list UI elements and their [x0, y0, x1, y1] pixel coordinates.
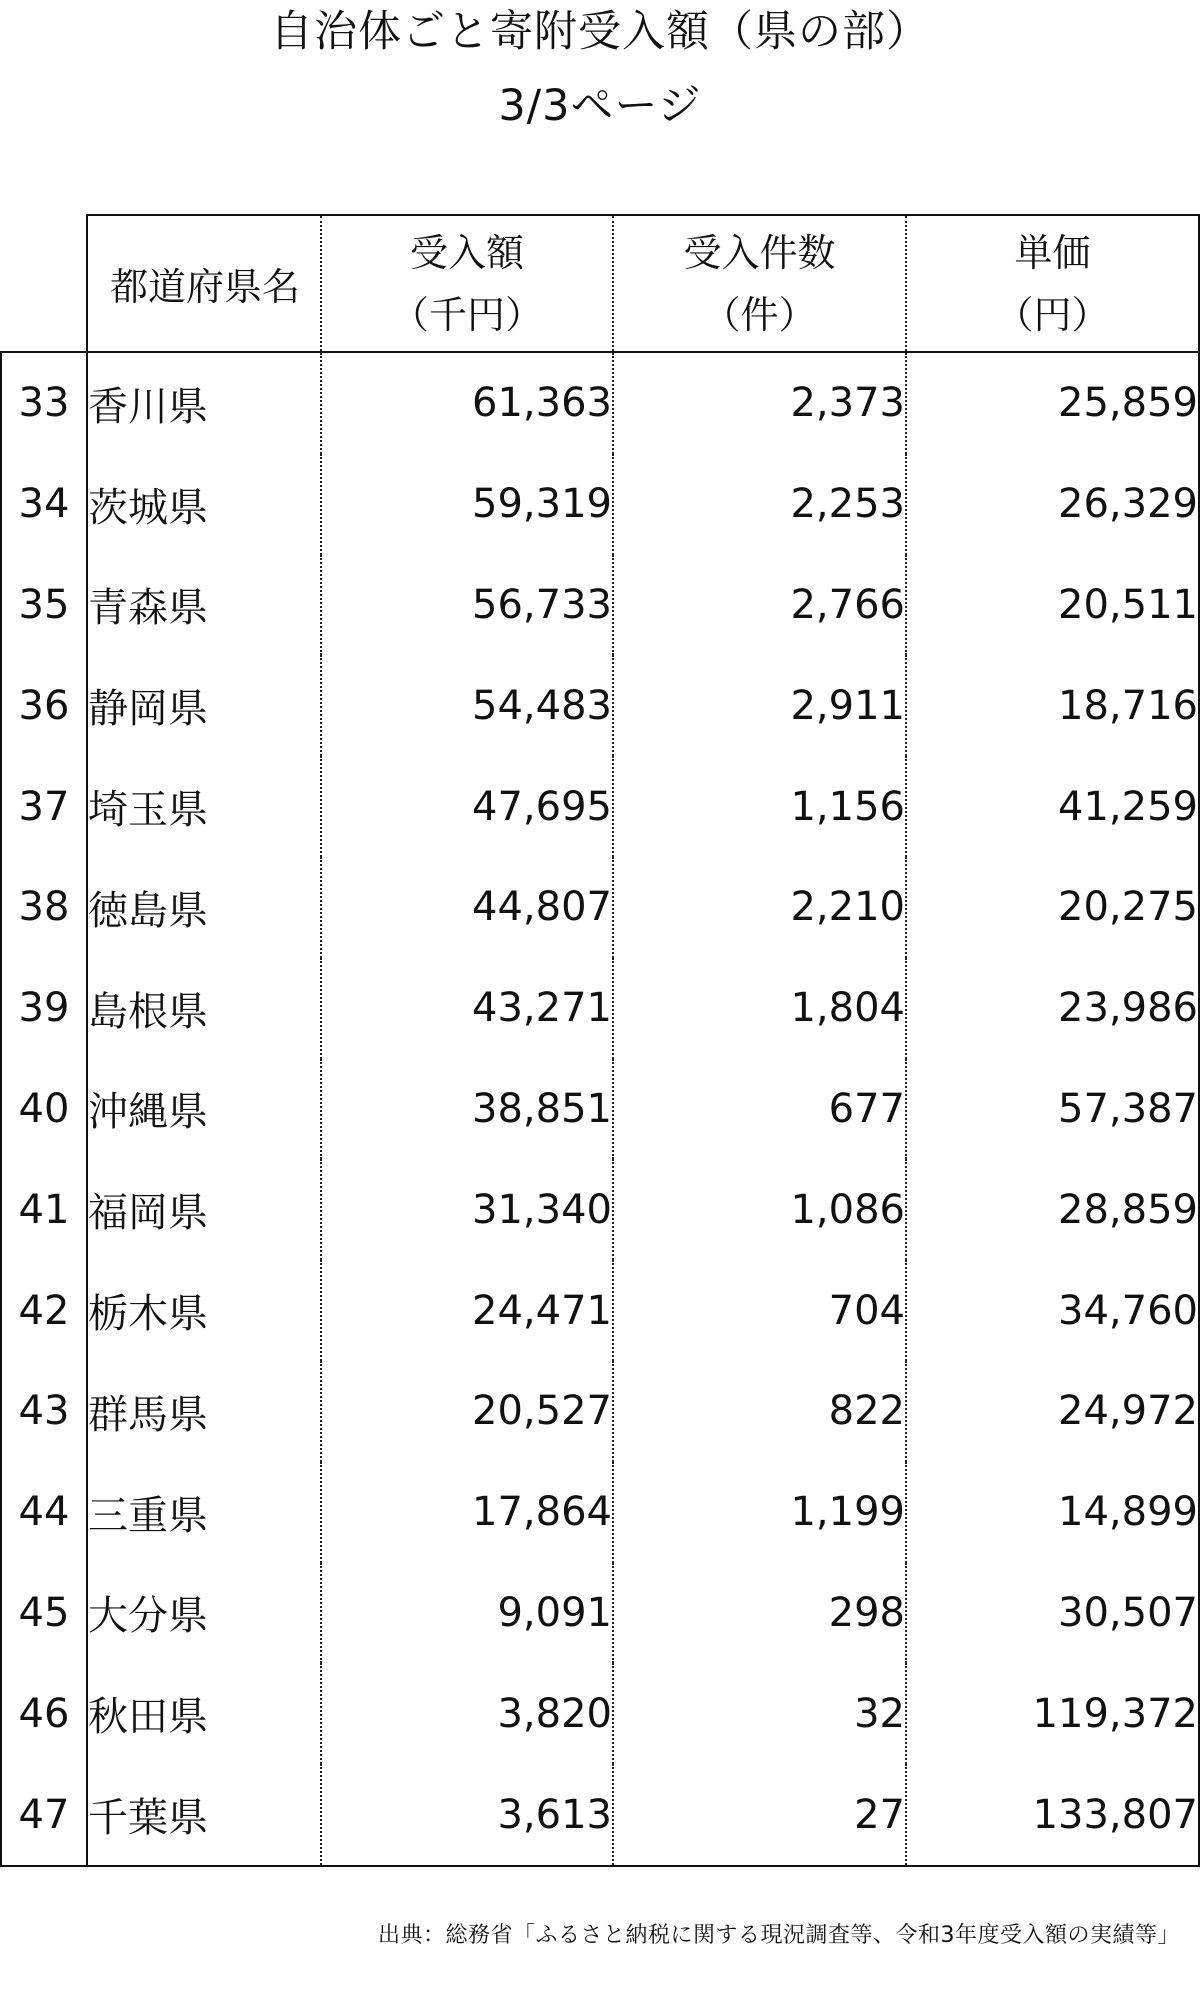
unit-price-cell: 34,760	[906, 1260, 1199, 1361]
unit-price-cell: 24,972	[906, 1361, 1199, 1462]
header-rank	[1, 215, 87, 352]
rank-cell: 36	[1, 655, 87, 756]
header-prefecture-name: 都道府県名	[87, 215, 321, 352]
header-count	[613, 215, 906, 352]
amount-cell: 3,613	[321, 1764, 613, 1866]
header-unit-price	[906, 215, 1199, 352]
prefecture-name-cell: 秋田県	[87, 1663, 321, 1764]
count-cell: 704	[613, 1260, 906, 1361]
table-row	[1, 958, 1199, 1059]
unit-price-cell: 18,716	[906, 655, 1199, 756]
donation-table	[0, 214, 1200, 1867]
prefecture-name-cell: 島根県	[87, 958, 321, 1059]
amount-cell: 38,851	[321, 1059, 613, 1160]
rank-cell: 41	[1, 1159, 87, 1260]
unit-price-cell: 20,511	[906, 555, 1199, 656]
header-amount	[321, 215, 613, 352]
amount-cell: 54,483	[321, 655, 613, 756]
count-cell: 2,253	[613, 454, 906, 555]
unit-price-cell: 25,859	[906, 352, 1199, 454]
table-row	[1, 1563, 1199, 1664]
amount-cell: 47,695	[321, 756, 613, 857]
table-row	[1, 1663, 1199, 1764]
unit-price-cell: 28,859	[906, 1159, 1199, 1260]
count-cell: 1,086	[613, 1159, 906, 1260]
unit-price-cell: 30,507	[906, 1563, 1199, 1664]
table-row	[1, 1361, 1199, 1462]
source-note: 出典：総務省「ふるさと納税に関する現況調査等、令和3年度受入額の実績等」	[378, 1923, 1180, 1948]
table-row	[1, 655, 1199, 756]
table-row	[1, 555, 1199, 656]
header-unit-price-unit: （円）	[995, 292, 1110, 337]
rank-cell: 37	[1, 756, 87, 857]
table-header-row	[1, 215, 1199, 352]
amount-cell: 61,363	[321, 352, 613, 454]
table-row	[1, 756, 1199, 857]
rank-cell: 40	[1, 1059, 87, 1160]
count-cell: 32	[613, 1663, 906, 1764]
header-count-unit: （件）	[702, 292, 817, 337]
rank-cell: 34	[1, 454, 87, 555]
rank-cell: 33	[1, 352, 87, 454]
count-cell: 27	[613, 1764, 906, 1866]
header-amount-label: 受入額	[409, 230, 524, 275]
unit-price-cell: 41,259	[906, 756, 1199, 857]
amount-cell: 24,471	[321, 1260, 613, 1361]
page-title: 自治体ごと寄附受入額（県の部）	[270, 7, 930, 57]
table-row	[1, 1260, 1199, 1361]
table-row	[1, 352, 1199, 454]
amount-cell: 44,807	[321, 857, 613, 958]
unit-price-cell: 119,372	[906, 1663, 1199, 1764]
rank-cell: 44	[1, 1462, 87, 1563]
unit-price-cell: 57,387	[906, 1059, 1199, 1160]
prefecture-name-cell: 千葉県	[87, 1764, 321, 1866]
count-cell: 1,156	[613, 756, 906, 857]
count-cell: 1,199	[613, 1462, 906, 1563]
rank-cell: 45	[1, 1563, 87, 1664]
prefecture-name-cell: 栃木県	[87, 1260, 321, 1361]
header-unit-price-label: 単価	[1014, 230, 1091, 275]
count-cell: 2,210	[613, 857, 906, 958]
amount-cell: 9,091	[321, 1563, 613, 1664]
prefecture-name-cell: 香川県	[87, 352, 321, 454]
prefecture-name-cell: 三重県	[87, 1462, 321, 1563]
rank-cell: 46	[1, 1663, 87, 1764]
prefecture-name-cell: 福岡県	[87, 1159, 321, 1260]
table-row	[1, 454, 1199, 555]
unit-price-cell: 133,807	[906, 1764, 1199, 1866]
prefecture-name-cell: 大分県	[87, 1563, 321, 1664]
count-cell: 2,766	[613, 555, 906, 656]
rank-cell: 42	[1, 1260, 87, 1361]
count-cell: 2,911	[613, 655, 906, 756]
table-row	[1, 857, 1199, 958]
unit-price-cell: 14,899	[906, 1462, 1199, 1563]
prefecture-name-cell: 青森県	[87, 555, 321, 656]
unit-price-cell: 26,329	[906, 454, 1199, 555]
count-cell: 1,804	[613, 958, 906, 1059]
header-count-label: 受入件数	[683, 230, 836, 275]
rank-cell: 43	[1, 1361, 87, 1462]
count-cell: 2,373	[613, 352, 906, 454]
amount-cell: 31,340	[321, 1159, 613, 1260]
amount-cell: 20,527	[321, 1361, 613, 1462]
unit-price-cell: 23,986	[906, 958, 1199, 1059]
amount-cell: 3,820	[321, 1663, 613, 1764]
rank-cell: 47	[1, 1764, 87, 1866]
table-row	[1, 1059, 1199, 1160]
prefecture-name-cell: 徳島県	[87, 857, 321, 958]
prefecture-name-cell: 沖縄県	[87, 1059, 321, 1160]
table-body	[1, 352, 1199, 1866]
prefecture-name-cell: 埼玉県	[87, 756, 321, 857]
prefecture-name-cell: 茨城県	[87, 454, 321, 555]
count-cell: 822	[613, 1361, 906, 1462]
amount-cell: 59,319	[321, 454, 613, 555]
count-cell: 677	[613, 1059, 906, 1160]
prefecture-name-cell: 群馬県	[87, 1361, 321, 1462]
amount-cell: 17,864	[321, 1462, 613, 1563]
rank-cell: 39	[1, 958, 87, 1059]
rank-cell: 35	[1, 555, 87, 656]
table-row	[1, 1764, 1199, 1866]
prefecture-name-cell: 静岡県	[87, 655, 321, 756]
amount-cell: 43,271	[321, 958, 613, 1059]
rank-cell: 38	[1, 857, 87, 958]
page-indicator: 3/3ページ	[498, 81, 702, 131]
table-row	[1, 1462, 1199, 1563]
unit-price-cell: 20,275	[906, 857, 1199, 958]
amount-cell: 56,733	[321, 555, 613, 656]
header-amount-unit: （千円）	[390, 292, 543, 337]
count-cell: 298	[613, 1563, 906, 1664]
table-row	[1, 1159, 1199, 1260]
